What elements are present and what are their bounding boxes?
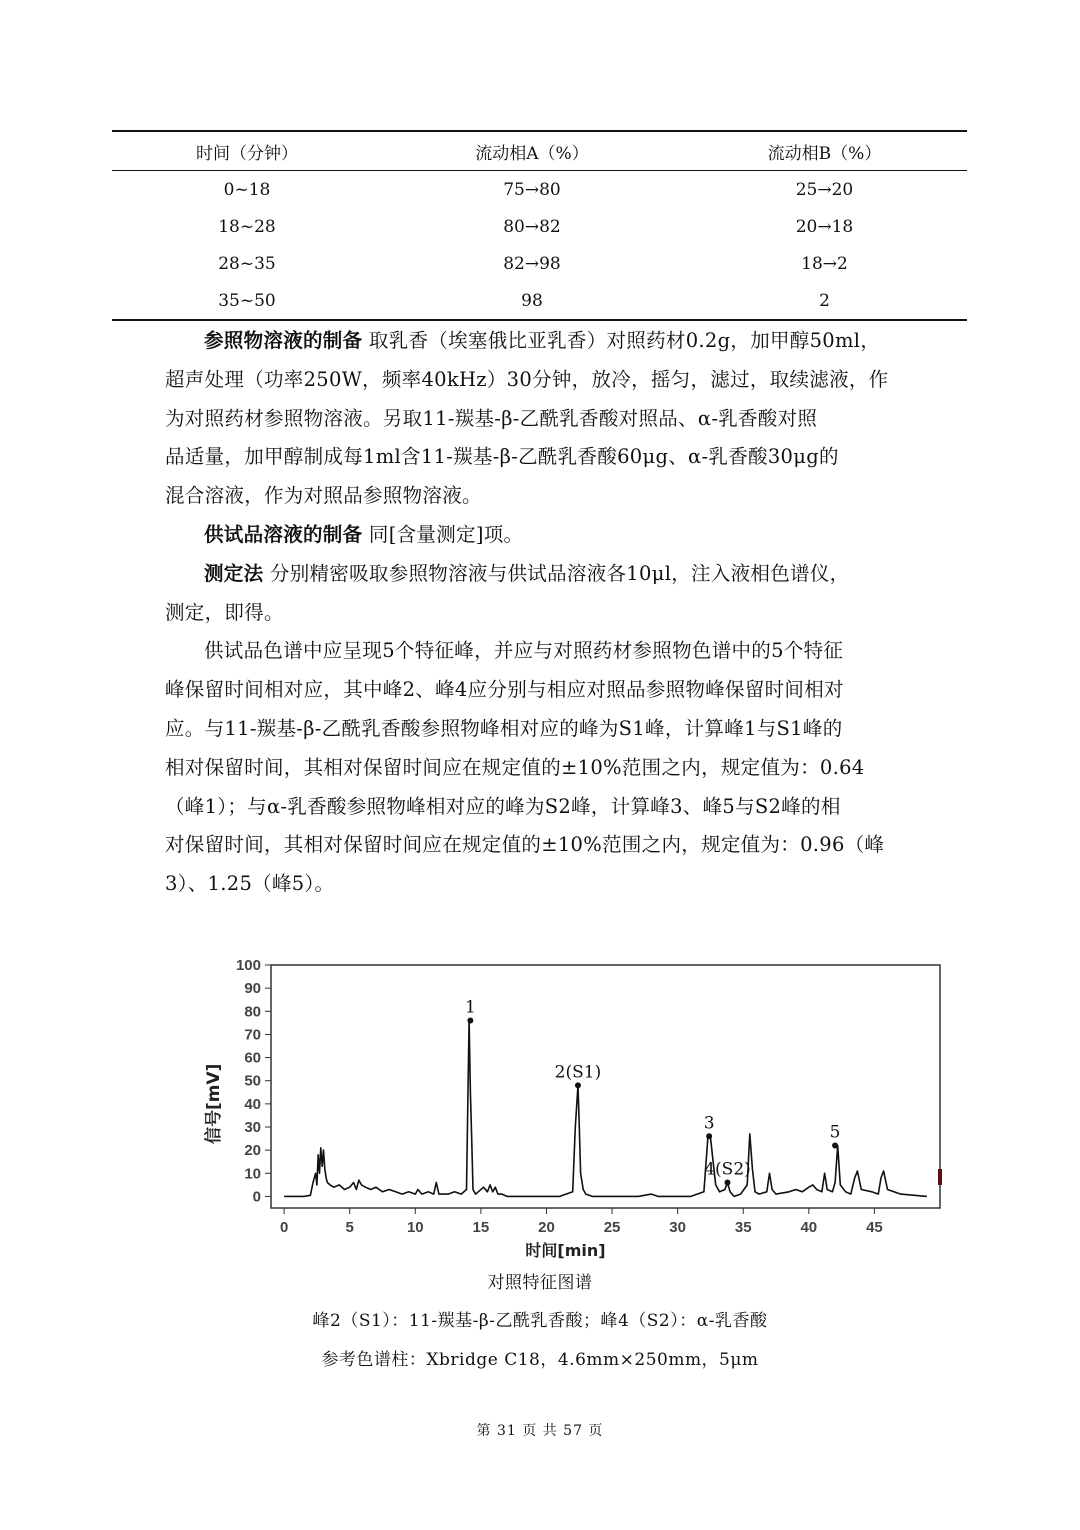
method-heading: 测定法 [204, 561, 264, 585]
chromatogram-trace [284, 1021, 927, 1197]
y-tick-label: 20 [244, 1142, 261, 1160]
x-tick-label: 30 [669, 1219, 686, 1236]
text-line: 同[含量测定]项。 [368, 522, 524, 546]
text-line: 超声处理（功率250W，频率40kHz）30分钟，放冷，摇匀，滤过，取续滤液，作 [165, 367, 889, 391]
table-header-row [112, 131, 967, 171]
y-tick-label: 70 [244, 1026, 261, 1044]
x-tick-label: 15 [472, 1219, 490, 1236]
text-line: 相对保留时间，其相对保留时间应在规定值的±10%范围之内，规定值为：0.64 [165, 755, 865, 779]
text-line: 分别精密吸取参照物溶液与供试品溶液各10μl，注入液相色谱仪， [269, 561, 850, 585]
test-solution-heading: 供试品溶液的制备 [204, 522, 363, 546]
cell-phase-a: 75→80 [503, 179, 561, 200]
header-phase-a: 流动相A（%） [382, 131, 682, 171]
cell-phase-b: 20→18 [795, 216, 854, 237]
x-tick-label: 0 [279, 1219, 289, 1236]
ref-solution-heading: 参照物溶液的制备 [204, 329, 363, 352]
x-tick-label: 40 [800, 1219, 818, 1236]
peak-legend-caption: 峰2（S1）：11-羰基-β-乙酰乳香酸；峰4（S2）：α-乳香酸 [312, 1311, 768, 1331]
text-line: 峰保留时间相对应，其中峰2、峰4应分别与相应对照品参照物峰保留时间相对 [165, 678, 844, 702]
chromatogram-svg [195, 955, 955, 1265]
y-tick-label: 30 [244, 1119, 261, 1136]
peak-label: 5 [829, 1122, 841, 1143]
text-line: 为对照药材参照物溶液。另取11-羰基-β-乙酰乳香酸对照品、α-乳香酸对照 [165, 406, 818, 430]
cell-time: 0~18 [223, 179, 271, 200]
x-tick-label: 25 [603, 1219, 621, 1236]
text-line: 取乳香（埃塞俄比亚乳香）对照药材0.2g，加甲醇50ml， [368, 329, 881, 352]
peak-label: 2(S1) [554, 1062, 602, 1083]
frame-marker [938, 1169, 942, 1185]
table-row [112, 171, 967, 209]
x-tick-label: 5 [345, 1219, 354, 1236]
y-tick-label: 40 [244, 1095, 261, 1113]
method-paragraph [165, 555, 915, 594]
peak-marker [575, 1082, 581, 1088]
body-text [165, 322, 915, 904]
text-line: 测定，即得。 [165, 600, 284, 624]
gradient-table [112, 130, 967, 321]
figure-title: 对照特征图谱 [487, 1273, 593, 1293]
peak-label: 3 [703, 1113, 715, 1134]
y-tick-label: 10 [244, 1165, 261, 1183]
y-tick-label: 60 [244, 1049, 261, 1067]
text-line: 品适量，加甲醇制成每1ml含11-羰基-β-乙酰乳香酸60μg、α-乳香酸30μg的 [165, 445, 839, 469]
cell-phase-a: 98 [382, 282, 682, 320]
column-caption: 参考色谱柱：Xbridge C18，4.6mm×250mm，5μm [321, 1350, 759, 1370]
test-solution-paragraph [165, 516, 915, 555]
peak-label: 4(S2) [704, 1159, 751, 1180]
cell-time: 35~50 [112, 282, 382, 320]
peak-marker [832, 1143, 838, 1149]
table-row [112, 245, 967, 282]
text-line: 混合溶液，作为对照品参照物溶液。 [165, 484, 482, 508]
cell-phase-a: 80→82 [503, 216, 561, 237]
x-tick-label: 35 [734, 1219, 752, 1236]
text-line: 3）、1.25（峰5）。 [165, 872, 335, 896]
x-tick-label: 20 [538, 1219, 555, 1236]
cell-phase-a: 82→98 [503, 253, 561, 274]
x-tick-label: 45 [866, 1219, 883, 1236]
y-tick-label: 80 [244, 1003, 261, 1021]
y-tick-label: 90 [244, 980, 261, 998]
x-tick-label: 10 [406, 1219, 424, 1236]
chromatogram-chart [195, 955, 955, 1265]
table-row [112, 208, 967, 245]
table-row [112, 282, 967, 320]
y-tick-label: 0 [252, 1188, 261, 1206]
peak-marker [724, 1180, 730, 1186]
text-line: 对保留时间，其相对保留时间应在规定值的±10%范围之内，规定值为：0.96（峰 [165, 833, 885, 857]
cell-phase-b: 25→20 [795, 179, 854, 200]
cell-phase-b: 2 [682, 282, 967, 320]
cell-time: 18~28 [218, 216, 276, 237]
text-line: 供试品色谱中应呈现5个特征峰，并应与对照药材参照物色谱中的5个特征 [204, 639, 844, 663]
y-tick-label: 100 [235, 957, 261, 974]
peak-label: 1 [464, 997, 476, 1018]
y-axis-label: 信号[mV] [204, 1063, 224, 1145]
cell-time: 28~35 [218, 253, 276, 274]
x-axis-label: 时间[min] [525, 1241, 606, 1260]
text-line: （峰1）；与α-乳香酸参照物峰相对应的峰为S2峰，计算峰3、峰5与S2峰的相 [165, 794, 841, 818]
ref-solution-paragraph [165, 322, 915, 361]
peak-marker [706, 1133, 712, 1139]
header-time: 时间（分钟） [112, 131, 382, 171]
header-phase-b: 流动相B（%） [682, 131, 967, 171]
peak-marker [467, 1018, 473, 1024]
text-line: 应。与11-羰基-β-乙酰乳香酸参照物峰相对应的峰为S1峰，计算峰1与S1峰的 [165, 716, 843, 740]
cell-phase-b: 18→2 [801, 253, 848, 274]
page-footer: 第 31 页 共 57 页 [476, 1423, 604, 1439]
y-tick-label: 50 [244, 1072, 261, 1090]
